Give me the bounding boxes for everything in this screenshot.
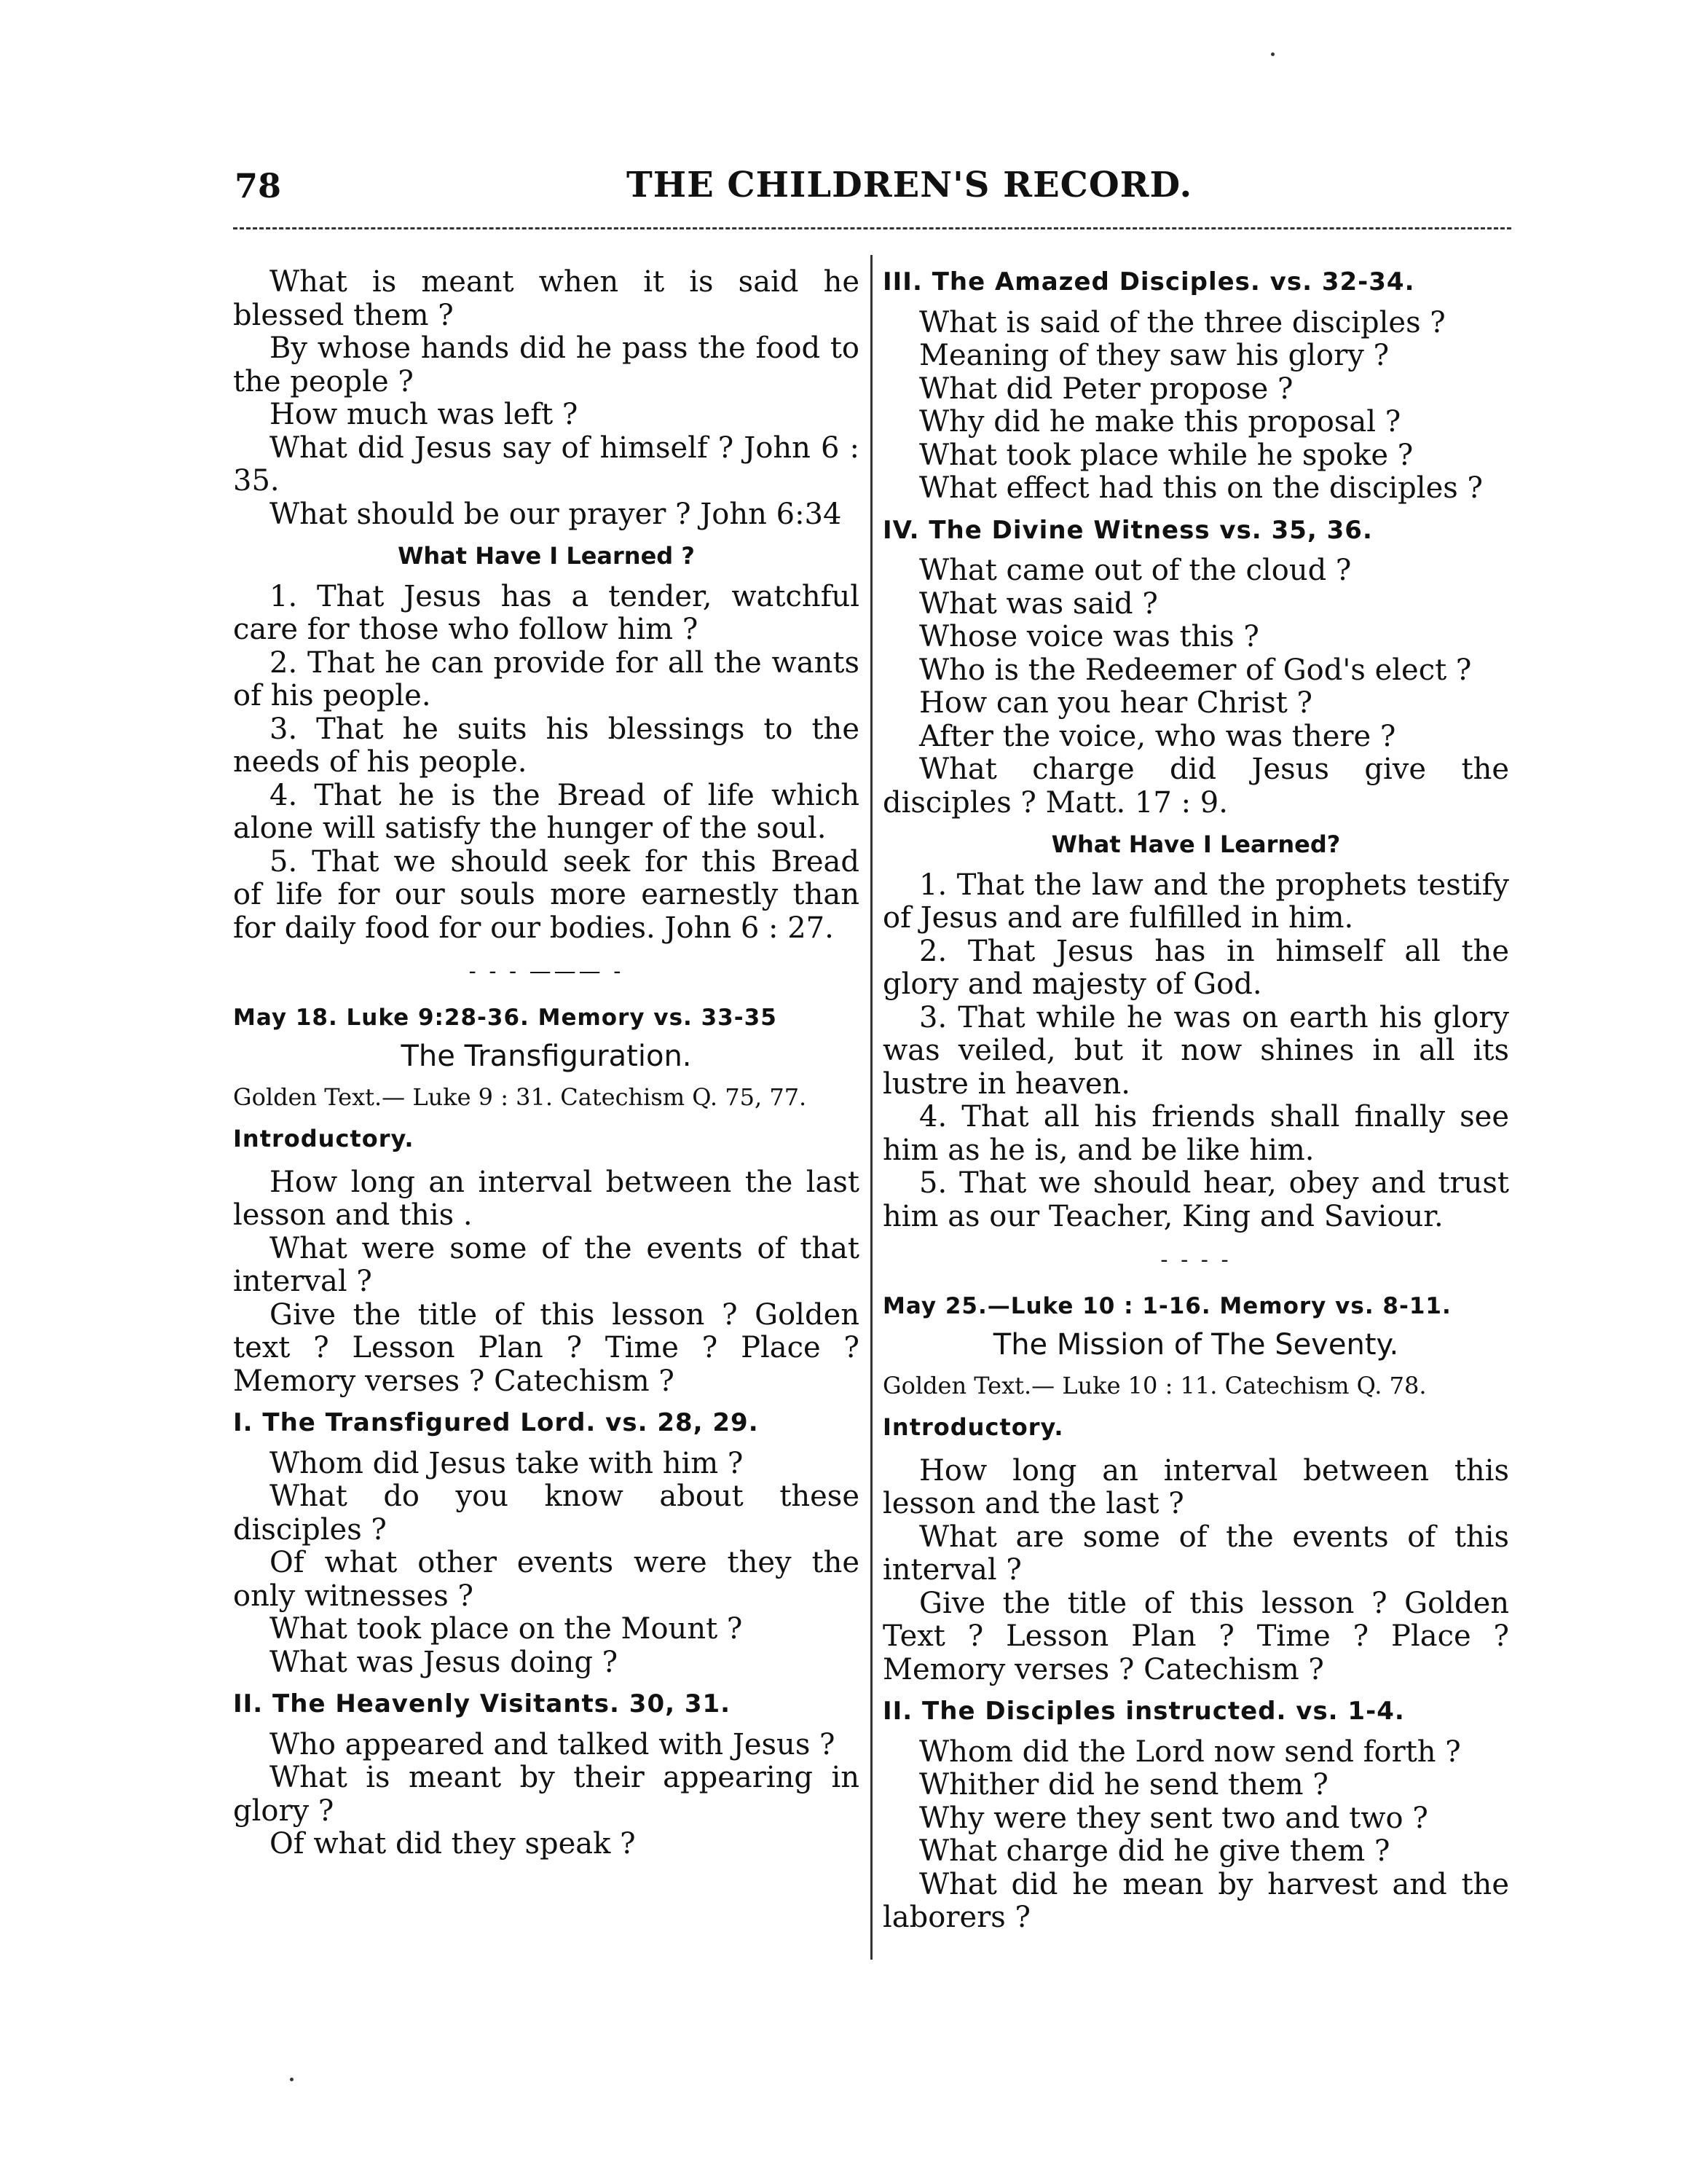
question: Whom did the Lord now send forth ? xyxy=(919,1735,1461,1769)
left-column xyxy=(233,266,859,1861)
header-rule xyxy=(233,227,1511,229)
learned-item: 1. That the law and the prophets testify of Jesus and are fulfilled in him. xyxy=(883,868,1509,935)
golden-text: Golden Text.— Luke 9 : 31. Catechism Q. 75, 77. xyxy=(233,1083,807,1111)
lesson-heading: May 18. Luke 9:28-36. Memory vs. 33-35 xyxy=(233,1004,777,1031)
section-break: - - - - xyxy=(1160,1247,1232,1273)
question: What do you know about these disciples ? xyxy=(233,1480,859,1547)
question: Of what other events were they the only witnesses ? xyxy=(233,1546,859,1613)
learned-item: 5. That we should seek for this Bread of life for our souls more earnestly than for daily food for our bodies. John 6 : 27. xyxy=(233,844,859,945)
column-divider xyxy=(870,255,873,1960)
question: Why were they sent two and two ? xyxy=(919,1801,1428,1835)
question: Who is the Redeemer of God's elect ? xyxy=(919,653,1472,687)
question: What charge did Jesus give the disciples ? Matt. 17 : 9. xyxy=(883,753,1509,820)
question: What did Peter propose ? xyxy=(919,372,1294,406)
print-speck xyxy=(1271,52,1275,56)
question: Of what did they speak ? xyxy=(269,1827,636,1861)
section-heading: I. The Transfigured Lord. vs. 28, 29. xyxy=(233,1408,759,1437)
question: What took place while he spoke ? xyxy=(919,438,1414,472)
question: What is meant when it is said he blessed them ? xyxy=(233,265,859,332)
question: Meaning of they saw his glory ? xyxy=(919,339,1390,372)
question: What took place on the Mount ? xyxy=(269,1612,743,1646)
question: Give the title of this lesson ? Golden Text ? Lesson Plan ? Time ? Place ? Memory verses ? Catechism ? xyxy=(883,1586,1509,1686)
question: Who appeared and talked with Jesus ? xyxy=(269,1727,835,1761)
question: After the voice, who was there ? xyxy=(919,719,1396,753)
question: By whose hands did he pass the food to the people ? xyxy=(233,331,859,398)
golden-text: Golden Text.— Luke 10 : 11. Catechism Q. 78. xyxy=(883,1371,1427,1399)
learned-heading: What Have I Learned ? xyxy=(398,542,695,570)
section-heading: II. The Disciples instructed. vs. 1-4. xyxy=(883,1697,1405,1726)
learned-heading: What Have I Learned? xyxy=(1051,830,1341,858)
question: Whom did Jesus take with him ? xyxy=(269,1446,744,1480)
question: What did he mean by harvest and the laborers ? xyxy=(883,1867,1509,1934)
introductory-label: Introductory. xyxy=(883,1413,1064,1441)
question: What were some of the events of that interval ? xyxy=(233,1231,859,1298)
section-break: - - - ——— - xyxy=(468,959,624,984)
right-column xyxy=(883,266,1509,1935)
question: What did Jesus say of himself ? John 6 : 35. xyxy=(233,431,859,498)
question: What effect had this on the disciples ? xyxy=(919,471,1483,505)
lesson-title: The Transfiguration. xyxy=(401,1040,692,1073)
question: What should be our prayer ? John 6:34 xyxy=(269,497,842,531)
page-number: 78 xyxy=(235,166,282,205)
question: Whither did he send them ? xyxy=(919,1768,1328,1802)
learned-item: 3. That while he was on earth his glory was veiled, but it now shines in all its lustre in heaven. xyxy=(883,1000,1509,1101)
question: How can you hear Christ ? xyxy=(919,686,1312,720)
introductory-label: Introductory. xyxy=(233,1125,414,1152)
section-heading: IV. The Divine Witness vs. 35, 36. xyxy=(883,515,1373,545)
question: What came out of the cloud ? xyxy=(919,554,1352,587)
lesson-heading: May 25.—Luke 10 : 1-16. Memory vs. 8-11. xyxy=(883,1292,1452,1319)
question: What is meant by their appearing in glory ? xyxy=(233,1761,859,1828)
question: Why did he make this proposal ? xyxy=(919,405,1401,439)
question: What was Jesus doing ? xyxy=(269,1645,618,1679)
learned-item: 3. That he suits his blessings to the needs of his people. xyxy=(233,712,859,779)
section-heading: III. The Amazed Disciples. vs. 32-34. xyxy=(883,267,1415,296)
question: What are some of the events of this interval ? xyxy=(883,1520,1509,1587)
question: What charge did he give them ? xyxy=(919,1834,1390,1868)
print-speck xyxy=(290,2078,294,2081)
question: How much was left ? xyxy=(269,398,578,431)
learned-item: 4. That all his friends shall finally see him as he is, and be like him. xyxy=(883,1100,1509,1167)
question: How long an interval between this lesson and the last ? xyxy=(883,1453,1509,1520)
question: Whose voice was this ? xyxy=(919,620,1259,653)
running-head: THE CHILDREN'S RECORD. xyxy=(626,165,1193,205)
learned-item: 2. That Jesus has in himself all the glory and majesty of God. xyxy=(883,934,1509,1001)
learned-item: 2. That he can provide for all the wants of his people. xyxy=(233,645,859,712)
lesson-title: The Mission of The Seventy. xyxy=(993,1328,1399,1362)
question: What is said of the three disciples ? xyxy=(919,305,1446,339)
question: What was said ? xyxy=(919,586,1158,621)
learned-item: 1. That Jesus has a tender, watchful care for those who follow him ? xyxy=(233,579,859,646)
section-heading: II. The Heavenly Visitants. 30, 31. xyxy=(233,1689,731,1718)
question: Give the title of this lesson ? Golden text ? Lesson Plan ? Time ? Place ? Memory verses ? Catechism ? xyxy=(233,1297,859,1398)
question: How long an interval between the last lesson and this . xyxy=(233,1165,859,1232)
learned-item: 4. That he is the Bread of life which alone will satisfy the hunger of the soul. xyxy=(233,778,859,845)
learned-item: 5. That we should hear, obey and trust him as our Teacher, King and Saviour. xyxy=(883,1166,1509,1233)
